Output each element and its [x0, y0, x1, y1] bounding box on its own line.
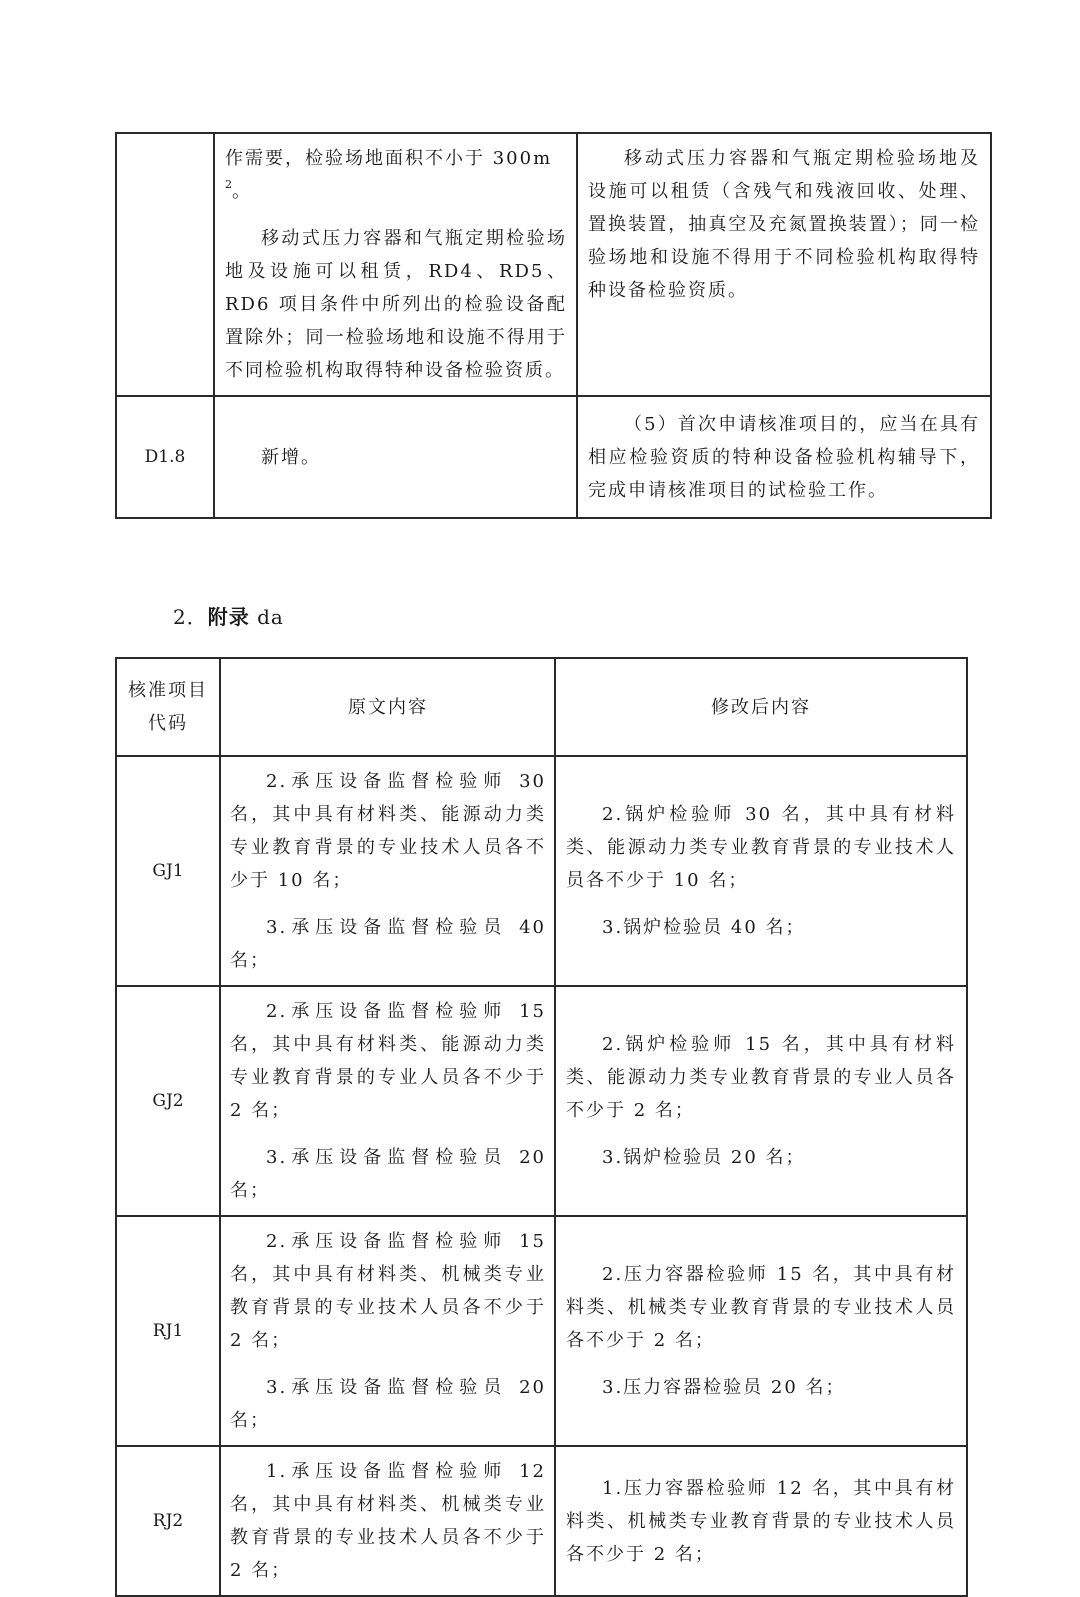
header-code: 核准项目代码 [116, 658, 220, 756]
code-cell: RJ1 [116, 1216, 220, 1446]
original-content-cell [220, 986, 555, 1216]
table-continued [115, 132, 992, 519]
revised-content-cell [555, 756, 967, 986]
code-cell: D1.8 [116, 396, 214, 518]
original-content-cell [220, 1446, 555, 1596]
paragraph: 2.承压设备监督检验师 15 名，其中具有材料类、机械类专业教育背景的专业技术人员各不少于 2 名； [230, 1231, 546, 1351]
table-row [116, 986, 967, 1216]
paragraph: 移动式压力容器和气瓶定期检验场地及设施可以租赁，RD4、RD5、RD6 项目条件中所列出的检验设备配置除外；同一检验场地和设施不得用于不同检验机构取得特种设备检验资质。 [225, 228, 567, 381]
revised-content-cell [555, 986, 967, 1216]
original-content-cell [214, 396, 577, 518]
paragraph: 1.压力容器检验师 12 名，其中具有材料类、机械类专业教育背景的专业技术人员各不少于 2 名； [566, 1477, 956, 1565]
header-original: 原文内容 [220, 658, 555, 756]
code-cell: GJ1 [116, 756, 220, 986]
revised-content-cell [577, 133, 991, 396]
revised-content-cell [555, 1216, 967, 1446]
paragraph: 2.承压设备监督检验师 30 名，其中具有材料类、能源动力类专业教育背景的专业技术人员各不少于 10 名； [230, 771, 546, 891]
paragraph: 3.承压设备监督检验员 20 名； [230, 1377, 546, 1431]
paragraph: 3.承压设备监督检验员 20 名； [230, 1147, 546, 1201]
header-revised: 修改后内容 [555, 658, 967, 756]
code-cell [116, 133, 214, 396]
original-content-cell [220, 756, 555, 986]
paragraph: 3.锅炉检验员 20 名； [602, 1147, 806, 1168]
revised-content-cell [577, 396, 991, 518]
table-row [116, 756, 967, 986]
paragraph: 3.承压设备监督检验员 40 名； [230, 917, 546, 971]
table-row [116, 1216, 967, 1446]
paragraph: 移动式压力容器和气瓶定期检验场地及设施可以租赁（含残气和残液回收、处理、置换装置，抽真空及充氮置换装置）；同一检验场地和设施不得用于不同检验机构取得特种设备检验资质。 [588, 148, 980, 301]
section-heading: 2．附录 da [173, 605, 284, 629]
paragraph: 2.承压设备监督检验师 15 名，其中具有材料类、能源动力类专业教育背景的专业人员各不少于 2 名； [230, 1001, 546, 1121]
original-content-cell [220, 1216, 555, 1446]
code-cell: RJ2 [116, 1446, 220, 1596]
appendix-table [115, 657, 968, 1597]
table-header-row [116, 658, 967, 756]
paragraph: 新增。 [261, 446, 321, 468]
paragraph: 1.承压设备监督检验师 12 名，其中具有材料类、机械类专业教育背景的专业技术人员各不少于 2 名； [230, 1461, 546, 1581]
original-content-cell [214, 133, 577, 396]
revised-content-cell [555, 1446, 967, 1596]
paragraph: 2.锅炉检验师 30 名，其中具有材料类、能源动力类专业教育背景的专业技术人员各不少于 10 名； [566, 804, 956, 891]
table-row [116, 396, 991, 518]
paragraph: 2.锅炉检验师 15 名，其中具有材料类、能源动力类专业教育背景的专业人员各不少于 2 名； [566, 1034, 956, 1121]
code-cell: GJ2 [116, 986, 220, 1216]
paragraph: （5）首次申请核准项目的，应当在具有相应检验资质的特种设备检验机构辅导下，完成申请核准项目的试检验工作。 [588, 413, 980, 501]
table-row [116, 1446, 967, 1596]
paragraph: 3.压力容器检验员 20 名； [602, 1377, 846, 1398]
paragraph: 2.压力容器检验师 15 名，其中具有材料类、机械类专业教育背景的专业技术人员各不少于 2 名； [566, 1264, 956, 1351]
paragraph: 3.锅炉检验员 40 名； [602, 917, 806, 938]
table-row [116, 133, 991, 396]
paragraph: 作需要，检验场地面积不小于 300m $^2$。 [225, 148, 553, 202]
